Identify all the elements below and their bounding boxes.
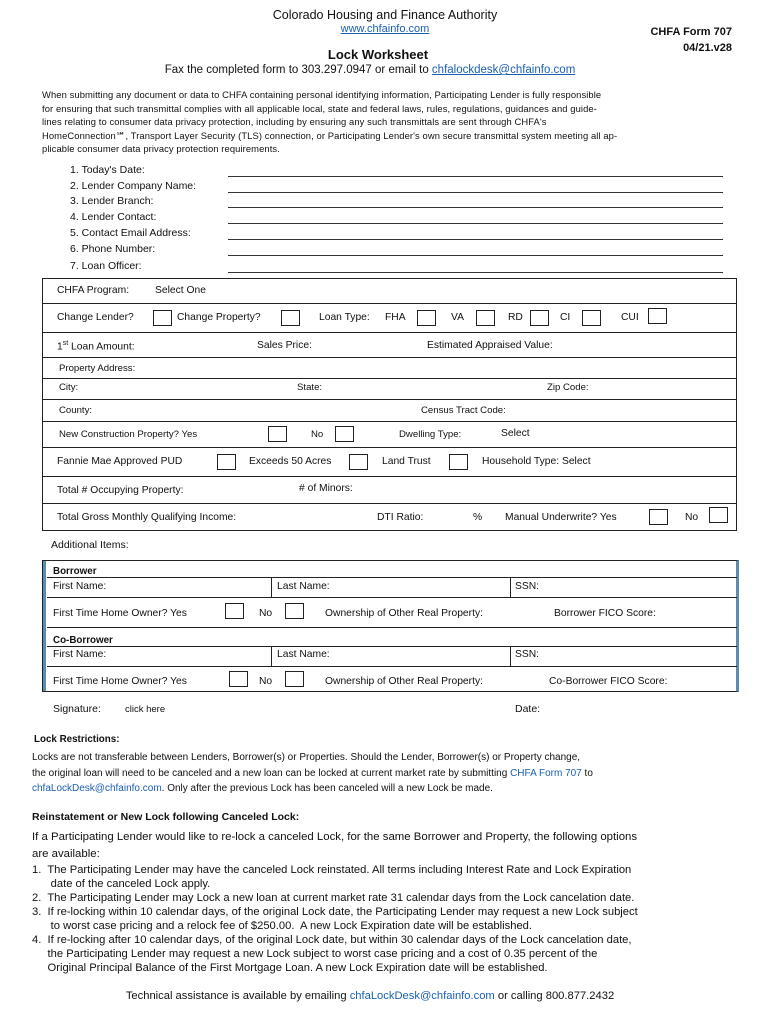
borrower-fthb-label: First Time Home Owner? Yes <box>53 608 187 619</box>
program-label: CHFA Program: <box>57 285 130 296</box>
household-type-label[interactable]: Household Type: Select <box>482 456 591 467</box>
reinstatement-item-4 <box>32 933 732 975</box>
borrower-first-name-label: First Name: <box>53 581 107 592</box>
question-lender-branch: 3. Lender Branch: <box>70 195 154 207</box>
reinstatement-section <box>32 810 732 975</box>
additional-items-label: Additional Items: <box>51 539 129 551</box>
website-link[interactable]: www.chfainfo.com <box>340 23 430 35</box>
fax-email-link[interactable]: chfalockdesk@chfainfo.com <box>431 64 576 76</box>
change-row <box>42 303 737 333</box>
new-construction-no-label: No <box>311 429 324 440</box>
dwelling-type-select[interactable]: Select <box>501 428 530 439</box>
income-row <box>42 503 737 531</box>
form-version: 04/21.v28 <box>683 42 732 54</box>
todays-date-field[interactable] <box>228 176 723 177</box>
first-loan-suffix: st <box>62 340 69 347</box>
reinstatement-heading: Reinstatement or New Lock following Canceled Lock: <box>32 811 300 823</box>
form-707-link[interactable]: CHFA Form 707 <box>510 768 582 779</box>
fha-checkbox[interactable] <box>417 310 436 326</box>
fha-label: FHA <box>385 312 406 323</box>
manual-underwrite-label: Manual Underwrite? Yes <box>505 512 617 523</box>
item-line: Original Principal Balance of the First Mortgage Loan. A new Lock Expiration date will be established. <box>32 962 548 974</box>
question-phone: 6. Phone Number: <box>70 243 156 255</box>
item-line: date of the canceled Lock apply. <box>32 878 211 890</box>
census-tract-label: Census Tract Code: <box>421 405 506 416</box>
new-construction-yes-checkbox[interactable] <box>268 426 287 442</box>
program-row <box>42 278 737 304</box>
page-title: Lock Worksheet <box>327 47 429 62</box>
question-lender-company: 2. Lender Company Name: <box>70 180 197 192</box>
coborrower-first-name-label: First Name: <box>53 649 107 660</box>
intro-line: HomeConnection℠, Transport Layer Security (TLS) connection, or Participating Lender's own secure transmittal system meeting all ap- <box>42 129 618 141</box>
change-property-checkbox[interactable] <box>281 310 300 326</box>
form-number: CHFA Form 707 <box>650 26 732 38</box>
borrower-fthb-no-label: No <box>259 608 273 619</box>
change-lender-checkbox[interactable] <box>153 310 172 326</box>
question-contact-email: 5. Contact Email Address: <box>70 227 191 239</box>
minors-label: # of Minors: <box>299 483 353 494</box>
manual-underwrite-no-label: No <box>685 512 699 523</box>
restrictions-line: Locks are not transferable between Lenders, Borrower(s) or Properties. Should the Lender, Borrower(s) or Property change, <box>32 752 581 763</box>
intro-line: for ensuring that such transmittal complies with all applicable local, state and federal laws, rules, regulations, guidances and guide- <box>42 102 597 114</box>
rd-label: RD <box>508 312 523 323</box>
borrower-fthb-no-checkbox[interactable] <box>285 603 304 619</box>
coborrower-fthb-label: First Time Home Owner? Yes <box>53 676 187 687</box>
coborrower-ssn-label: SSN: <box>515 649 540 660</box>
signature-click-here[interactable]: click here <box>125 704 166 715</box>
zip-label: Zip Code: <box>547 382 589 393</box>
borrower-ownership-label: Ownership of Other Real Property: <box>325 608 483 619</box>
fannie-pud-label: Fannie Mae Approved PUD <box>57 456 183 467</box>
borrower-fico-label: Borrower FICO Score: <box>554 608 656 619</box>
item-line: 3. If re-locking within 10 calendar days, of the original Lock date, the Participating Lender may request a new Lock subject <box>32 906 638 918</box>
property-row <box>42 357 737 379</box>
reinstatement-item-2 <box>32 891 732 905</box>
reinstatement-item-1 <box>32 863 732 891</box>
fannie-row <box>42 447 737 477</box>
lender-company-field[interactable] <box>228 192 723 193</box>
dwelling-type-label: Dwelling Type: <box>399 429 462 440</box>
item-line: 4. If re-locking after 10 calendar days, of the original Lock date, but within 30 calendar days of the Lock cancelation date, <box>32 934 632 946</box>
fax-text: Fax the completed form to 303.297.0947 or email to <box>164 64 432 76</box>
dti-percent: % <box>473 512 483 523</box>
construction-row <box>42 421 737 448</box>
rd-checkbox[interactable] <box>530 310 549 326</box>
intro-line: When submitting any document or data to CHFA containing personal identifying information, Participating Lender is fully responsible <box>42 89 602 100</box>
fax-instructions <box>0 64 740 76</box>
question-todays-date: 1. Today's Date: <box>70 164 145 176</box>
privacy-notice <box>42 88 732 156</box>
restrictions-line <box>32 781 732 796</box>
coborrower-fthb-no-label: No <box>259 676 273 687</box>
borrower-section <box>42 560 739 692</box>
new-construction-no-checkbox[interactable] <box>335 426 354 442</box>
lock-restrictions-heading: Lock Restrictions: <box>34 734 120 745</box>
land-trust-checkbox[interactable] <box>449 454 468 470</box>
contact-email-field[interactable] <box>228 239 723 240</box>
item-line: to worst case pricing and a relock fee of $250.00. A new Lock Expiration date will be established. <box>32 920 532 932</box>
property-address-label: Property Address: <box>59 363 136 374</box>
manual-underwrite-no-checkbox[interactable] <box>709 507 728 523</box>
tech-email-link[interactable]: chfaLockDesk@chfainfo.com <box>349 990 495 1002</box>
city-label: City: <box>59 382 79 393</box>
borrower-fthb-yes-checkbox[interactable] <box>225 603 244 619</box>
technical-assistance <box>0 990 740 1002</box>
new-construction-label: New Construction Property? Yes <box>59 429 198 440</box>
county-label: County: <box>59 405 93 416</box>
lender-branch-field[interactable] <box>228 207 723 208</box>
restrictions-text: the original loan will need to be canceled and a new loan can be locked at current market rate by submitting <box>32 768 511 779</box>
borrower-last-name-label: Last Name: <box>277 581 330 592</box>
item-line: 1. The Participating Lender may have the canceled Lock reinstated. All terms including Interest Rate and Lock Expiration <box>32 864 632 876</box>
item-line: 2. The Participating Lender may Lock a new loan at current market rate 31 calendar days from the Lock cancelation date. <box>32 892 635 904</box>
cui-checkbox[interactable] <box>648 308 667 324</box>
reinstatement-intro: If a Participating Lender would like to re-lock a canceled Lock, for the same Borrower and Property, the following options <box>32 831 638 843</box>
phone-field[interactable] <box>228 255 723 256</box>
lockdesk-email-link[interactable]: chfaLockDesk@chfainfo.com <box>32 783 162 794</box>
first-loan-number: 1 <box>57 341 63 353</box>
tech-text: or calling 800.877.2432 <box>494 990 615 1002</box>
va-checkbox[interactable] <box>476 310 495 326</box>
ci-checkbox[interactable] <box>582 310 601 326</box>
coborrower-fico-label: Co-Borrower FICO Score: <box>549 676 668 687</box>
lock-restrictions <box>32 732 732 796</box>
sales-price-label: Sales Price: <box>257 340 312 351</box>
va-label: VA <box>451 312 464 323</box>
reinstatement-intro: are available: <box>32 848 100 860</box>
date-label: Date: <box>515 703 541 715</box>
signature-label: Signature: <box>53 703 101 715</box>
fannie-pud-checkbox[interactable] <box>217 454 236 470</box>
restrictions-line <box>32 766 732 781</box>
first-loan-amount-label <box>57 340 135 352</box>
restrictions-text: to <box>581 768 593 779</box>
loan-officer-field[interactable] <box>228 272 723 273</box>
county-row <box>42 399 737 422</box>
ci-label: CI <box>560 312 571 323</box>
restrictions-text: . Only after the previous Lock has been canceled will a new Lock be made. <box>161 783 493 794</box>
change-lender-label: Change Lender? <box>57 312 134 323</box>
land-trust-label: Land Trust <box>382 456 431 467</box>
appraised-value-label: Estimated Appraised Value: <box>427 340 553 351</box>
occupying-row <box>42 476 737 504</box>
borrower-heading: Borrower <box>53 566 97 577</box>
organization-name: Colorado Housing and Finance Authority <box>272 8 498 22</box>
reinstatement-item-3 <box>32 905 732 933</box>
coborrower-heading: Co-Borrower <box>53 635 113 646</box>
lender-contact-field[interactable] <box>228 223 723 224</box>
exceeds-acres-checkbox[interactable] <box>349 454 368 470</box>
change-property-label: Change Property? <box>177 312 261 323</box>
coborrower-fthb-yes-checkbox[interactable] <box>229 671 248 687</box>
program-select[interactable]: Select One <box>155 285 206 296</box>
exceeds-acres-label: Exceeds 50 Acres <box>249 456 332 467</box>
amount-row <box>42 332 737 358</box>
borrower-ssn-label: SSN: <box>515 581 540 592</box>
coborrower-last-name-label: Last Name: <box>277 649 330 660</box>
state-label: State: <box>297 382 323 393</box>
question-loan-officer: 7. Loan Officer: <box>70 260 142 272</box>
tech-text: Technical assistance is available by emailing <box>125 990 350 1002</box>
coborrower-ownership-label: Ownership of Other Real Property: <box>325 676 483 687</box>
intro-line: plicable consumer data privacy protection requirements. <box>42 143 280 154</box>
total-occupying-label: Total # Occupying Property: <box>57 485 184 496</box>
item-line: the Participating Lender may request a new Lock subject to worst case pricing and a cost of 0.35 percent of the <box>32 948 598 960</box>
coborrower-fthb-no-checkbox[interactable] <box>285 671 304 687</box>
cui-label: CUI <box>621 312 639 323</box>
manual-underwrite-yes-checkbox[interactable] <box>649 509 668 525</box>
first-loan-text: Loan Amount: <box>68 341 135 353</box>
city-row <box>42 378 737 400</box>
loan-type-label: Loan Type: <box>319 312 370 323</box>
question-lender-contact: 4. Lender Contact: <box>70 211 157 223</box>
dti-ratio-label: DTI Ratio: <box>377 512 424 523</box>
intro-line: lines relating to consumer data privacy protection, including by ensuring any such transmittals are sent through CHFA's <box>42 116 547 127</box>
gross-income-label: Total Gross Monthly Qualifying Income: <box>57 512 237 523</box>
